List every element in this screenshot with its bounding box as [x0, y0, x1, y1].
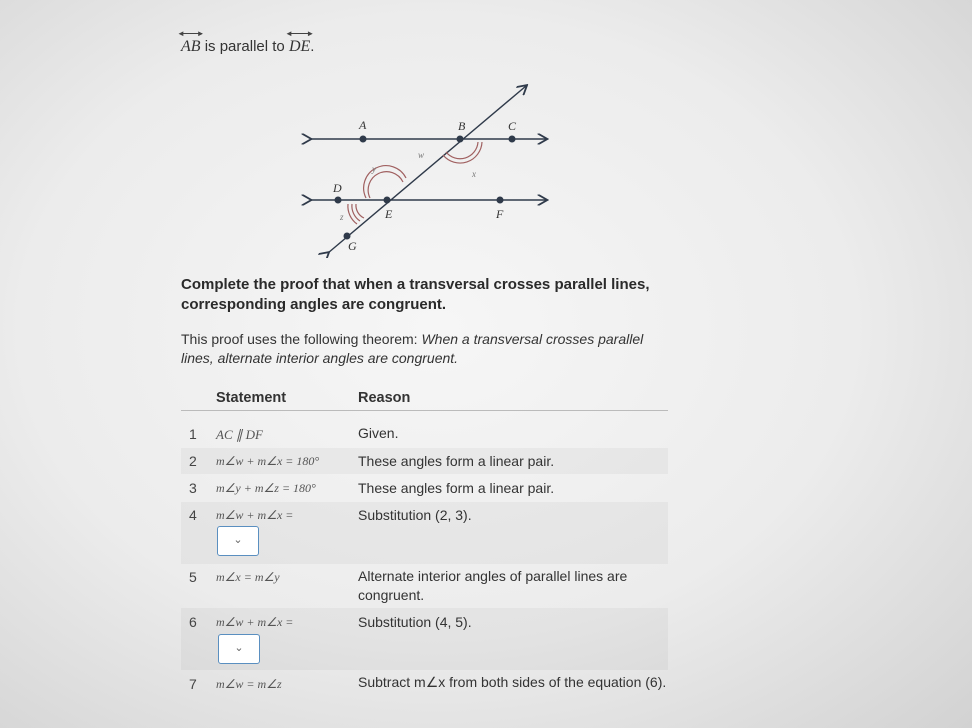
chevron-down-icon: ⌄	[234, 642, 244, 654]
chevron-down-icon: ⌄	[233, 534, 243, 546]
proof-row-6: 6 m∠w + m∠x = Substitution (4, 5).	[181, 608, 668, 670]
proof-row-3: 3 m∠y + m∠z = 180° These angles form a linear pair.	[189, 480, 555, 496]
label-y: y	[372, 164, 376, 174]
given-connector: is parallel to	[204, 38, 285, 55]
proof-row-4: 4 m∠w + m∠x = Substitution (2, 3).	[181, 502, 668, 564]
line-ab-symbol: ◄ AB ►	[177, 29, 205, 55]
point-d	[335, 197, 342, 204]
label-x: x	[472, 169, 476, 179]
label-d: D	[333, 181, 342, 195]
point-c	[509, 136, 516, 143]
label-c: C	[508, 119, 517, 133]
header-divider	[181, 410, 668, 411]
point-f	[497, 197, 504, 204]
point-e	[384, 197, 391, 204]
transversal	[328, 86, 526, 253]
label-g: G	[348, 239, 357, 253]
label-f: F	[496, 207, 504, 221]
line-de-symbol: ◄ DE ►	[284, 29, 315, 55]
step-4-answer-dropdown[interactable]	[217, 526, 259, 556]
label-a: A	[359, 118, 367, 132]
point-a	[360, 136, 367, 143]
reason-header: Reason	[358, 390, 411, 406]
parallel-lines-diagram	[300, 78, 560, 258]
proof-row-1: 1 AC ∥ DF Given.	[189, 425, 399, 442]
label-e: E	[385, 207, 393, 221]
statement-header: Statement	[216, 390, 287, 406]
proof-row-2: 2 m∠w + m∠x = 180° These angles form a linear pair.	[181, 448, 668, 474]
given-statement: ◄ AB ► is parallel to ◄ DE ► .	[177, 29, 315, 55]
label-z: z	[340, 212, 344, 222]
label-w: w	[418, 150, 425, 160]
label-b: B	[458, 119, 466, 133]
proof-row-5: 5 m∠x = m∠y Alternate interior angles of parallel lines are congruent.	[189, 568, 628, 603]
proof-prompt: Complete the proof that when a transversal crosses parallel lines, corresponding angles are congruent.	[181, 276, 650, 313]
point-b	[457, 136, 464, 143]
proof-row-7: 7 m∠w = m∠z Subtract m∠x from both sides of the equation (6).	[189, 674, 667, 692]
step-6-answer-dropdown[interactable]	[218, 634, 260, 664]
theorem-intro: This proof uses the following theorem: When a transversal crosses parallel lines, alternate interior angles are congruent.	[181, 331, 644, 366]
